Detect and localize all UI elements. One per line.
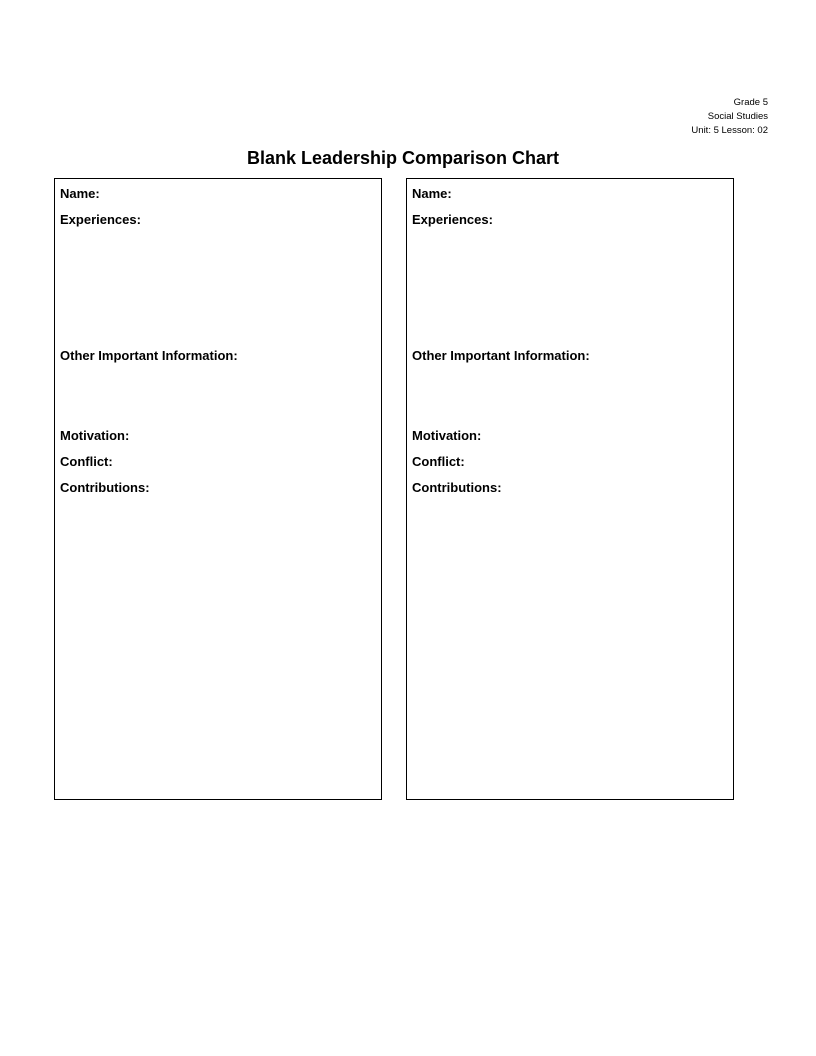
experiences-label: Experiences: [60, 212, 141, 227]
name-label: Name: [412, 186, 452, 201]
page-title: Blank Leadership Comparison Chart [246, 148, 560, 168]
conflict-label: Conflict: [60, 454, 113, 469]
name-label: Name: [60, 186, 100, 201]
contributions-label: Contributions: [60, 480, 150, 495]
document-header-meta [691, 96, 768, 138]
experiences-label: Experiences: [412, 212, 493, 227]
leader-card-2 [406, 178, 734, 800]
conflict-label: Conflict: [412, 454, 465, 469]
unit-lesson-label: Unit: 5 Lesson: 02 [691, 125, 768, 136]
other-info-label: Other Important Information: [60, 348, 238, 363]
subject-label: Social Studies [707, 111, 768, 122]
other-info-label: Other Important Information: [412, 348, 590, 363]
motivation-label: Motivation: [60, 428, 130, 443]
grade-label: Grade 5 [733, 97, 768, 108]
motivation-label: Motivation: [412, 428, 482, 443]
leader-card-1 [54, 178, 382, 800]
contributions-label: Contributions: [412, 480, 502, 495]
